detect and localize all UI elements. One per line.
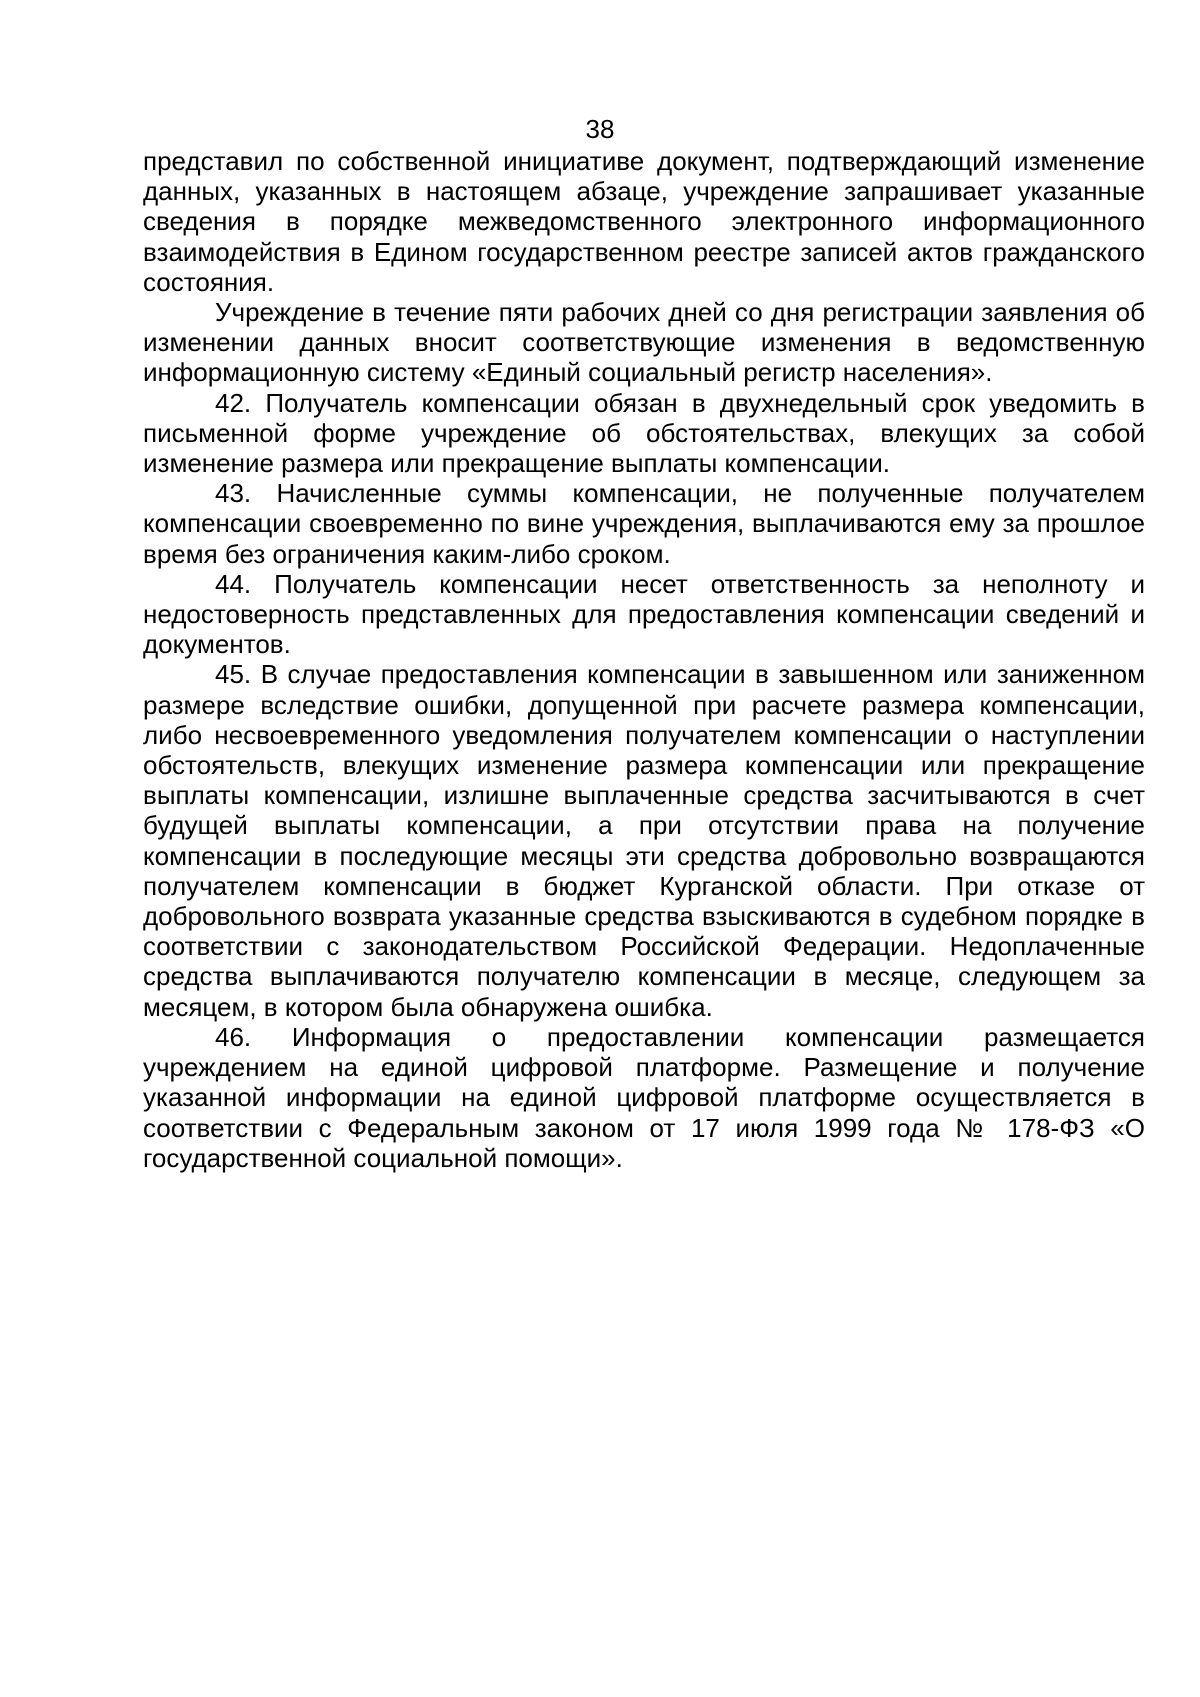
paragraph-continuation [143,146,1145,297]
page-number: 38 [585,114,615,144]
paragraph-item-46 [143,1022,1145,1173]
paragraph-number: 43. [215,478,252,509]
paragraph-number: 42. [215,387,252,418]
document-body [143,146,1145,1173]
paragraph-item-45 [143,659,1145,1021]
paragraph-text: Получатель компенсации обязан в двухнедельный срок уведомить в письменной форме учреждение об обстоятельствах, влекущих за собой изменение размера или прекращение выплаты компенсации. [143,387,1145,479]
paragraph-text: представил по собственной инициативе документ, подтверждающий изменение данных, указанных в настоящем абзаце, учреждение запрашивает указанные сведения в порядке межведомственного электронного информационного взаимодействия в Едином государственном реестре записей актов гражданского состояния. [143,146,1145,297]
paragraph-item-43 [143,478,1145,569]
paragraph-item-42 [143,388,1145,479]
paragraph-text: Информация о предоставлении компенсации размещается учреждением на единой цифровой платформе. Размещение и получение указанной информации на единой цифровой платформе осуществляется в соответствии с Федеральным законом от 17 июля 1999 года № 178-ФЗ «О государственной социальной помощи». [143,1021,1145,1173]
paragraph-registry-update [143,297,1145,388]
paragraph-text: Получатель компенсации несет ответственность за неполноту и недостоверность представленных для предоставления компенсации сведений и документов. [143,568,1145,660]
paragraph-text: Начисленные суммы компенсации, не полученные получателем компенсации своевременно по вине учреждения, выплачиваются ему за прошлое время без ограничения каким-либо сроком. [143,478,1145,569]
paragraph-text: Учреждение в течение пяти рабочих дней со дня регистрации заявления об изменении данных вносит соответствующие изменения в ведомственную информационную систему «Единый социальный регистр населения». [143,297,1145,388]
paragraph-number: 44. [215,568,252,599]
paragraph-number: 45. [215,659,252,690]
paragraph-item-44 [143,569,1145,660]
paragraph-text: В случае предоставления компенсации в завышенном или заниженном размере вследствие ошибки, допущенной при расчете размера компенсации, либо несвоевременного уведомления получателем компенсации о наступлении обстоятельств, влекущих изменение размера компенсации или прекращение выплаты компенсации, излишне выплаченные средства засчитываются в счет будущей выплаты компенсации, а при отсутствии права на получение компенсации в последующие месяцы эти средства добровольно возвращаются получателем компенсации в бюджет Курганской области. При отказе от добровольного возврата указанные средства взыскиваются в судебном порядке в соответствии с законодательством Российской Федерации. Недоплаченные средства выплачиваются получателю компенсации в месяце, следующем за месяцем, в котором была обнаружена ошибка. [143,659,1145,1022]
paragraph-number: 46. [215,1021,252,1052]
